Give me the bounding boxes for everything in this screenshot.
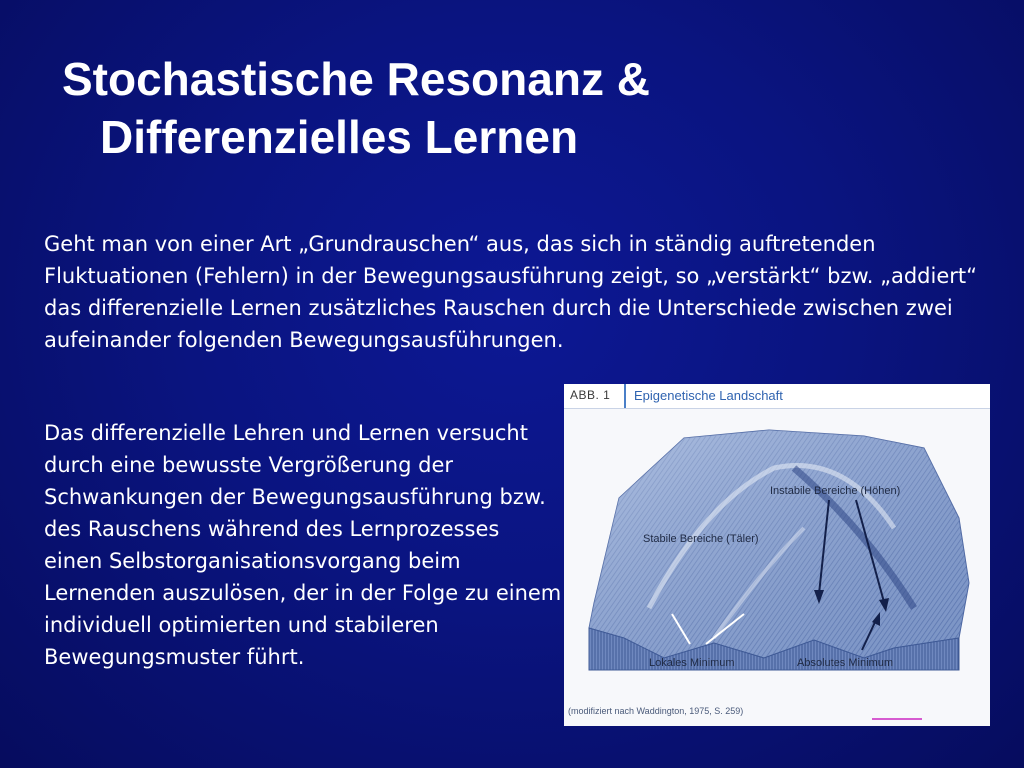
title-line-1: Stochastische Resonanz & [62,53,650,105]
paragraph-grundrauschen: Geht man von einer Art „Grundrauschen“ aus, das sich in ständig auftretenden Fluktuationen (Fehlern) in der Bewegungsausführung zeigt, so „verstärkt“ bzw. „addiert“ das differenzielle Lernen zusätzliches Rauschen durch die Unterschiede zwischen zwei aufeinander folgenden Bewegungsausführungen. [44,232,977,352]
figure-tag: ABB. 1 [570,388,611,402]
paragraph-differenzielles-lehren: Das differenzielle Lehren und Lernen versucht durch eine bewusste Vergrößerung der Schwankungen der Bewegungsausführung bzw. des Rauschens während des Lernprozesses einen Selbstorganisationsvorgang beim Lernenden auszulösen, der in der Folge zu einem individuell optimierten und stabileren Bewegungsmuster führt. [44,421,562,669]
label-lokales-minimum: Lokales Minimum [649,657,735,669]
epigenetic-landscape-figure [564,384,990,726]
landscape-illustration [564,408,990,706]
figure-title: Epigenetische Landschaft [634,388,783,403]
label-stabile-bereiche: Stabile Bereiche (Täler) [643,533,759,545]
label-absolutes-minimum: Absolutes Minimum [797,657,893,669]
figure-header [564,384,990,409]
figure-highlight-mark [872,718,922,720]
title-line-2: Differenzielles Lernen [100,111,579,163]
figure-credit: (modifiziert nach Waddington, 1975, S. 259) [568,706,744,716]
slide-title [62,50,962,166]
figure-header-divider [624,384,626,408]
label-instabile-bereiche: Instabile Bereiche (Höhen) [770,485,901,497]
